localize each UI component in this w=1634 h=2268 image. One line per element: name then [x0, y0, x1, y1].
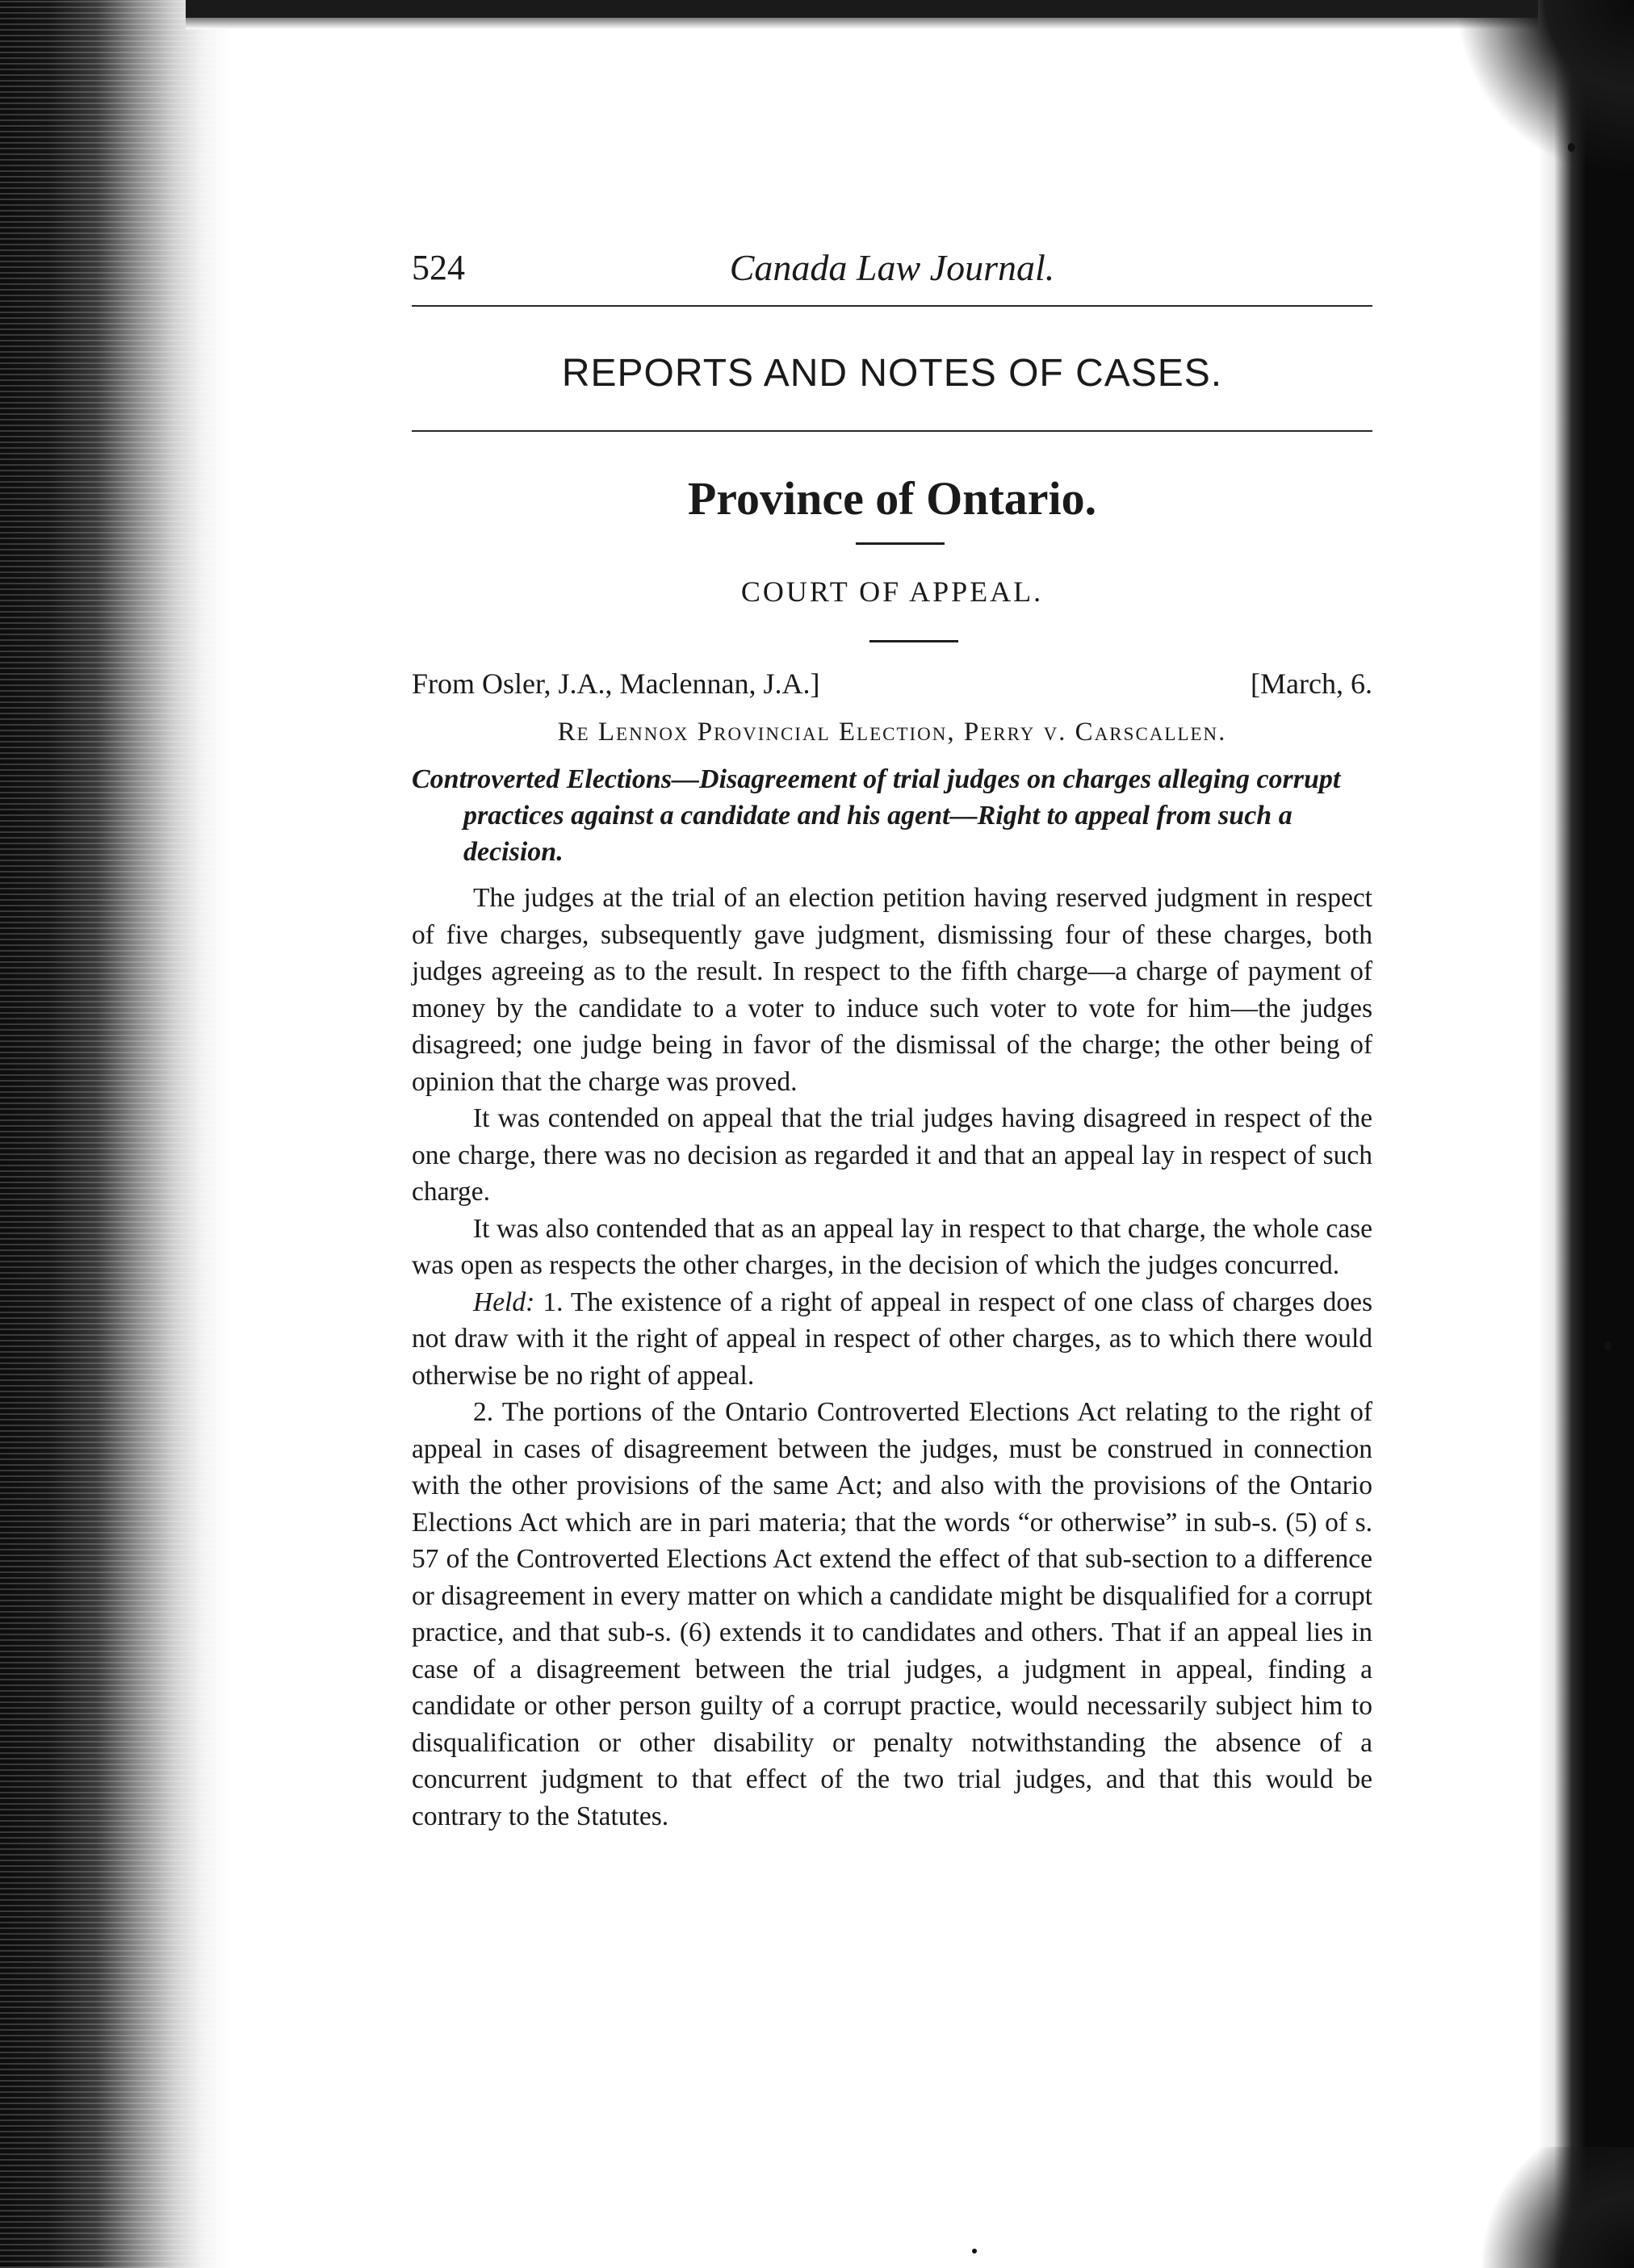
section-title: REPORTS AND NOTES OF CASES. [561, 352, 1223, 395]
held-text: 1. The existence of a right of appeal in respect of one class of charges does not draw with it the right of appeal in respect of other charges, as to which there would otherwise be no right of appeal. [412, 1287, 1372, 1391]
scan-edge-left [0, 0, 234, 2268]
case-from-judges: From Osler, J.A., Maclennan, J.A.] [412, 667, 820, 700]
header-rule [412, 305, 1372, 307]
divider-short [856, 542, 945, 545]
scan-speck [1568, 143, 1575, 152]
province-heading: Province of Ontario. [687, 472, 1097, 525]
case-name: Re Lennox Provincial Election, Perry v. Carscallen. [557, 718, 1227, 747]
court-heading: COURT OF APPEAL. [740, 575, 1044, 608]
scan-speck [972, 2249, 977, 2253]
journal-title: Canada Law Journal. [729, 247, 1055, 288]
scan-corner-bottom-right [1445, 2147, 1634, 2268]
scan-edge-right [1538, 0, 1634, 2268]
body-paragraph: 2. The portions of the Ontario Controverted Elections Act relating to the right of appeal in cases of disagreement between the judges, must be construed in connection with the other provisions of the same Act; and also with the provisions of the Ontario Elections Act which are in pari materia; that the words “or otherwise” in sub-s. (5) of s. 57 of the Controverted Elections Act extend the effect of that sub-section to a difference or disagreement in every matter on which a candidate might be disqualified for a corrupt practice, and that sub-s. (6) extends it to candidates and others. That if an appeal lies in case of a disagreement between the trial judges, a judgment in appeal, finding a candidate or other person guilty of a corrupt practice, would necessarily subject him to disqualification or other disability or penalty notwithstanding the absence of a concurrent judgment to that effect of the two trial judges, and that this would be contrary to the Statutes. [412, 1397, 1372, 1831]
divider-short [869, 640, 958, 642]
case-date: [March, 6. [1251, 667, 1372, 700]
scan-edge-top [186, 0, 1634, 18]
body-paragraph: It was also contended that as an appeal lay in respect to that charge, the whole case was open as respects the other charges, in the decision of which the judges concurred. [412, 1213, 1372, 1280]
section-rule [412, 430, 1372, 432]
body-paragraph: The judges at the trial of an election petition having reserved judgment in respect of five charges, subsequently gave judgment, dismissing four of these charges, both judges agreeing as to the result. In respect to the fifth charge—a charge of payment of money by the candidate to a voter to induce such voter to vote for him—the judges disagreed; one judge being in favor of the dismissal of the charge; the other being of opinion that the charge was proved. [412, 883, 1372, 1097]
body-paragraph: It was contended on appeal that the trial judges having disagreed in respect of the one charge, there was no decision as regarded it and that an appeal lay in respect of such charge. [412, 1103, 1372, 1207]
body-paragraph-held [412, 1284, 1372, 1395]
case-headnote: Controverted Elections—Disagreement of trial judges on charges alleging corrupt practices against a candidate and his agent—Right to appeal from such a decision. [412, 764, 1341, 867]
case-body [412, 880, 1372, 1835]
scan-speck [1604, 1341, 1611, 1350]
scan-edge-top-fade [186, 18, 1634, 29]
scan-corner-top-right [1437, 0, 1634, 169]
case-from-line [412, 662, 1372, 705]
page-number: 524 [412, 248, 465, 287]
page-header [412, 236, 1372, 300]
held-label: Held: [473, 1287, 535, 1317]
